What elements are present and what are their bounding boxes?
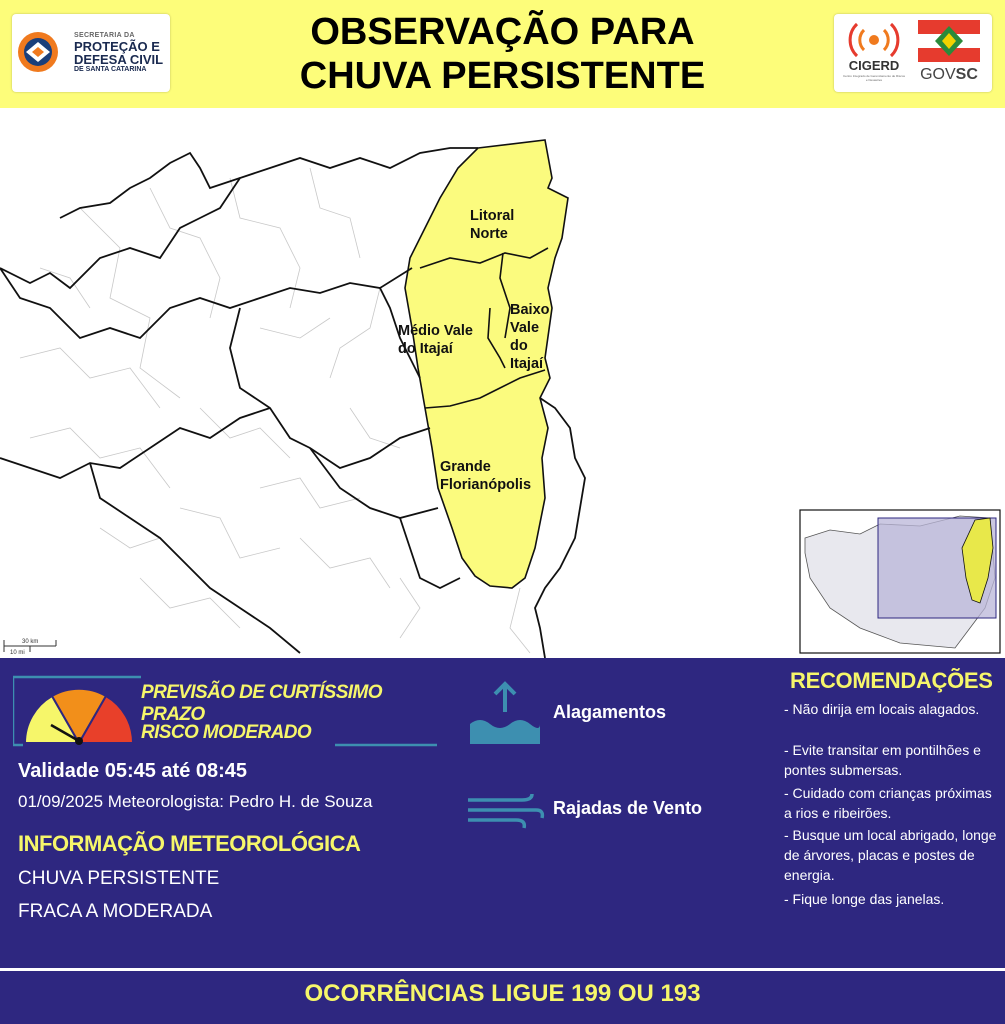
cigerd-label: CIGERD <box>848 58 900 73</box>
risk-header-box <box>13 675 437 745</box>
govsc-prefix: GOV <box>920 66 956 83</box>
logo-text-protecao: PROTEÇÃO E <box>74 39 160 54</box>
footer-hotline: OCORRÊNCIAS LIGUE 199 OU 193 <box>304 980 701 1007</box>
recommendation-1: - Não dirija em locais alagados. <box>784 701 980 717</box>
scale-top-label: 30 km <box>22 639 39 645</box>
scale-bottom-label: 10 mi <box>10 650 25 656</box>
label-medio-vale-1: Médio Vale <box>398 323 473 339</box>
label-grande-florianopolis-1: Grande <box>440 459 491 475</box>
label-baixo-vale-3: do <box>510 338 528 354</box>
recommendation-2: - Evite transitar em pontilhões e pontes submersas. <box>784 742 981 778</box>
logo-text-santa-catarina: DE SANTA CATARINA <box>74 66 147 73</box>
inset-locator-map <box>800 510 1000 653</box>
label-medio-vale-2: do Itajaí <box>398 341 453 357</box>
cigerd-subtitle: Centro Integrado de Gerenciamento de Riscos e Desastres <box>842 74 906 82</box>
info-line-2: FRACA A MODERADA <box>18 901 213 922</box>
govsc-label <box>918 66 980 84</box>
cigerd-signal-icon <box>848 20 900 58</box>
recommendation-5: - Fique longe das janelas. <box>784 891 945 907</box>
hazard-wind-label: Rajadas de Vento <box>553 798 703 818</box>
page-title <box>200 10 805 98</box>
info-line-1: CHUVA PERSISTENTE <box>18 868 220 889</box>
flood-icon <box>466 680 544 746</box>
label-grande-florianopolis-2: Florianópolis <box>440 477 532 493</box>
recommendations-title: RECOMENDAÇÕES <box>790 668 993 693</box>
sc-flag-icon <box>918 20 980 62</box>
defesa-civil-emblem-icon <box>16 30 60 74</box>
logo-text-defesa-civil: DEFESA CIVIL <box>74 52 164 67</box>
footer-divider <box>0 968 1005 971</box>
govsc-suffix: SC <box>955 66 978 83</box>
label-litoral-norte-1: Litoral <box>470 208 515 224</box>
recommendation-3: - Cuidado com crianças próximas a rios e ribeirões. <box>784 785 992 821</box>
risk-level-label: RISCO MODERADO <box>141 722 311 743</box>
validity-text: Validade 05:45 até 08:45 <box>18 760 248 782</box>
label-baixo-vale-4: Itajaí <box>510 356 544 372</box>
logo-text-secretaria: SECRETARIA DA <box>74 32 135 39</box>
info-title: INFORMAÇÃO METEOROLÓGICA <box>18 831 361 856</box>
label-baixo-vale-2: Vale <box>510 320 540 336</box>
recommendation-4: - Busque um local abrigado, longe de árvores, placas e postes de energia. <box>784 827 997 883</box>
title-line-2: CHUVA PERSISTENTE <box>299 55 706 97</box>
wind-icon <box>466 790 546 830</box>
label-litoral-norte-2: Norte <box>470 226 508 242</box>
title-line-1: OBSERVAÇÃO PARA <box>310 11 695 53</box>
meteorologist-text: 01/09/2025 Meteorologista: Pedro H. de Souza <box>18 792 373 811</box>
label-baixo-vale-1: Baixo <box>510 302 550 318</box>
risk-gauge-icon <box>21 683 137 745</box>
partner-logos <box>834 14 992 92</box>
defesa-civil-logo <box>12 14 170 92</box>
forecast-type-label: PREVISÃO DE CURTÍSSIMO PRAZO <box>141 682 382 725</box>
region-map <box>0 108 1005 658</box>
hazard-flood-label: Alagamentos <box>553 702 667 722</box>
